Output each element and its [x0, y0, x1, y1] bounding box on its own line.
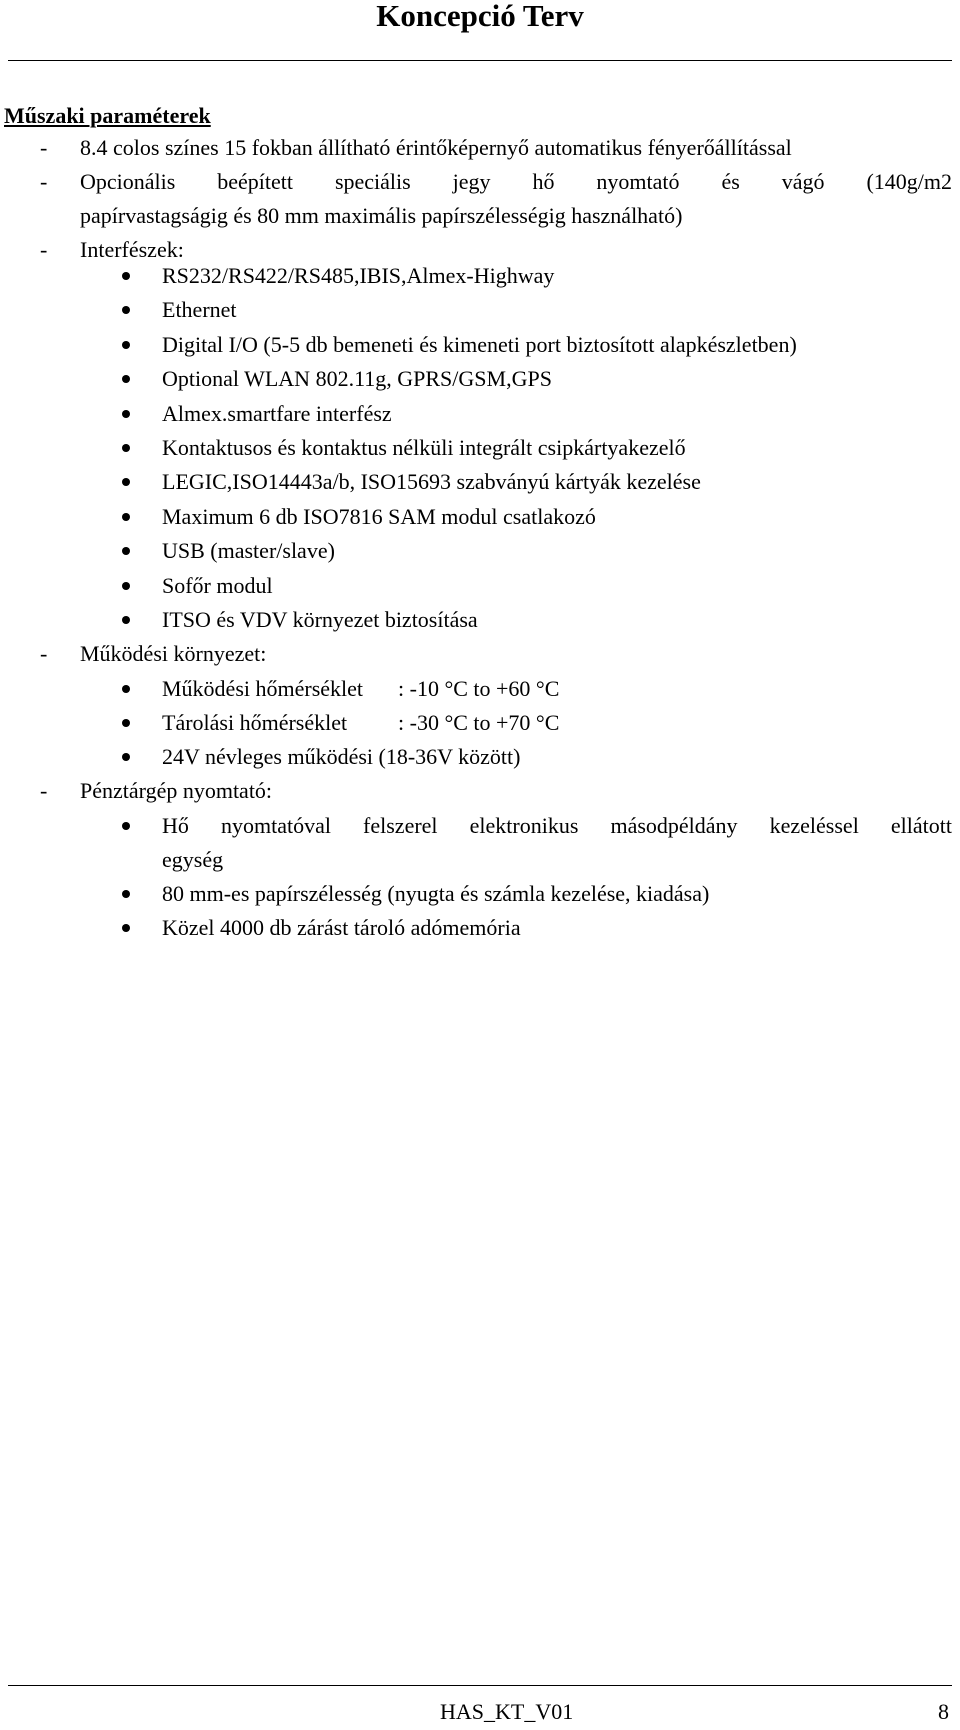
bullet-icon: [122, 341, 130, 349]
page-title: Koncepció Terv: [376, 0, 584, 33]
env-value: : -10 °C to +60 °C: [398, 676, 560, 701]
interface-text: USB (master/slave): [162, 538, 335, 563]
header-divider: [8, 60, 952, 61]
interface-text: Maximum 6 db ISO7816 SAM modul csatlakozó: [162, 504, 596, 529]
bullet-icon: [122, 753, 130, 761]
bullet-icon: [122, 616, 130, 624]
spec-text: Interfészek:: [80, 237, 184, 262]
interface-text: Optional WLAN 802.11g, GPRS/GSM,GPS: [162, 366, 552, 391]
env-value: : -30 °C to +70 °C: [398, 710, 560, 735]
dash-marker: -: [40, 169, 48, 194]
spec-text: Opcionális beépített speciális jegy hő nyomtató és vágó (140g/m2: [80, 169, 952, 194]
bullet-icon: [122, 890, 130, 898]
bullet-icon: [122, 444, 130, 452]
bullet-icon: [122, 582, 130, 590]
section-title: Műszaki paraméterek: [4, 103, 211, 128]
bullet-icon: [122, 924, 130, 932]
bullet-icon: [122, 547, 130, 555]
page-number: 8: [938, 1699, 949, 1724]
bullet-icon: [122, 375, 130, 383]
interface-text: Digital I/O (5-5 db bemeneti és kimeneti port biztosított alapkészletben): [162, 332, 797, 357]
dash-marker: -: [40, 237, 48, 262]
printer-item-text: 80 mm-es papírszélesség (nyugta és számla kezelése, kiadása): [162, 881, 710, 906]
bullet-icon: [122, 306, 130, 314]
dash-marker: -: [40, 641, 48, 666]
interface-text: LEGIC,ISO14443a/b, ISO15693 szabványú kártyák kezelése: [162, 469, 701, 494]
spec-text: Működési környezet:: [80, 641, 267, 666]
bullet-icon: [122, 719, 130, 727]
interface-text: Kontaktusos és kontaktus nélküli integrált csipkártyakezelő: [162, 435, 686, 460]
printer-item-text-continued: egység: [162, 847, 224, 872]
interface-text: RS232/RS422/RS485,IBIS,Almex-Highway: [162, 263, 555, 288]
document-id: HAS_KT_V01: [440, 1699, 574, 1724]
bullet-icon: [122, 822, 130, 830]
env-name: Tárolási hőmérséklet: [162, 710, 348, 735]
bullet-icon: [122, 410, 130, 418]
env-name: 24V névleges működési (18-36V között): [162, 744, 521, 769]
bullet-icon: [122, 272, 130, 280]
printer-item-text: Közel 4000 db zárást tároló adómemória: [162, 915, 521, 940]
bullet-icon: [122, 685, 130, 693]
bullet-icon: [122, 513, 130, 521]
spec-text: Pénztárgép nyomtató:: [80, 778, 273, 803]
spec-text-continued: papírvastagságig és 80 mm maximális papírszélességig használható): [80, 203, 683, 228]
dash-marker: -: [40, 135, 48, 160]
interface-text: Almex.smartfare interfész: [162, 401, 392, 426]
interface-text: Ethernet: [162, 297, 237, 322]
printer-item-text: Hő nyomtatóval felszerel elektronikus másodpéldány kezeléssel ellátott: [162, 813, 952, 838]
dash-marker: -: [40, 778, 48, 803]
bullet-icon: [122, 478, 130, 486]
spec-text: 8.4 colos színes 15 fokban állítható érintőképernyő automatikus fényerőállítással: [80, 135, 792, 160]
env-name: Működési hőmérséklet: [162, 676, 364, 701]
interface-text: Sofőr modul: [162, 573, 273, 598]
interface-text: ITSO és VDV környezet biztosítása: [162, 607, 478, 632]
footer-divider: [8, 1685, 952, 1686]
